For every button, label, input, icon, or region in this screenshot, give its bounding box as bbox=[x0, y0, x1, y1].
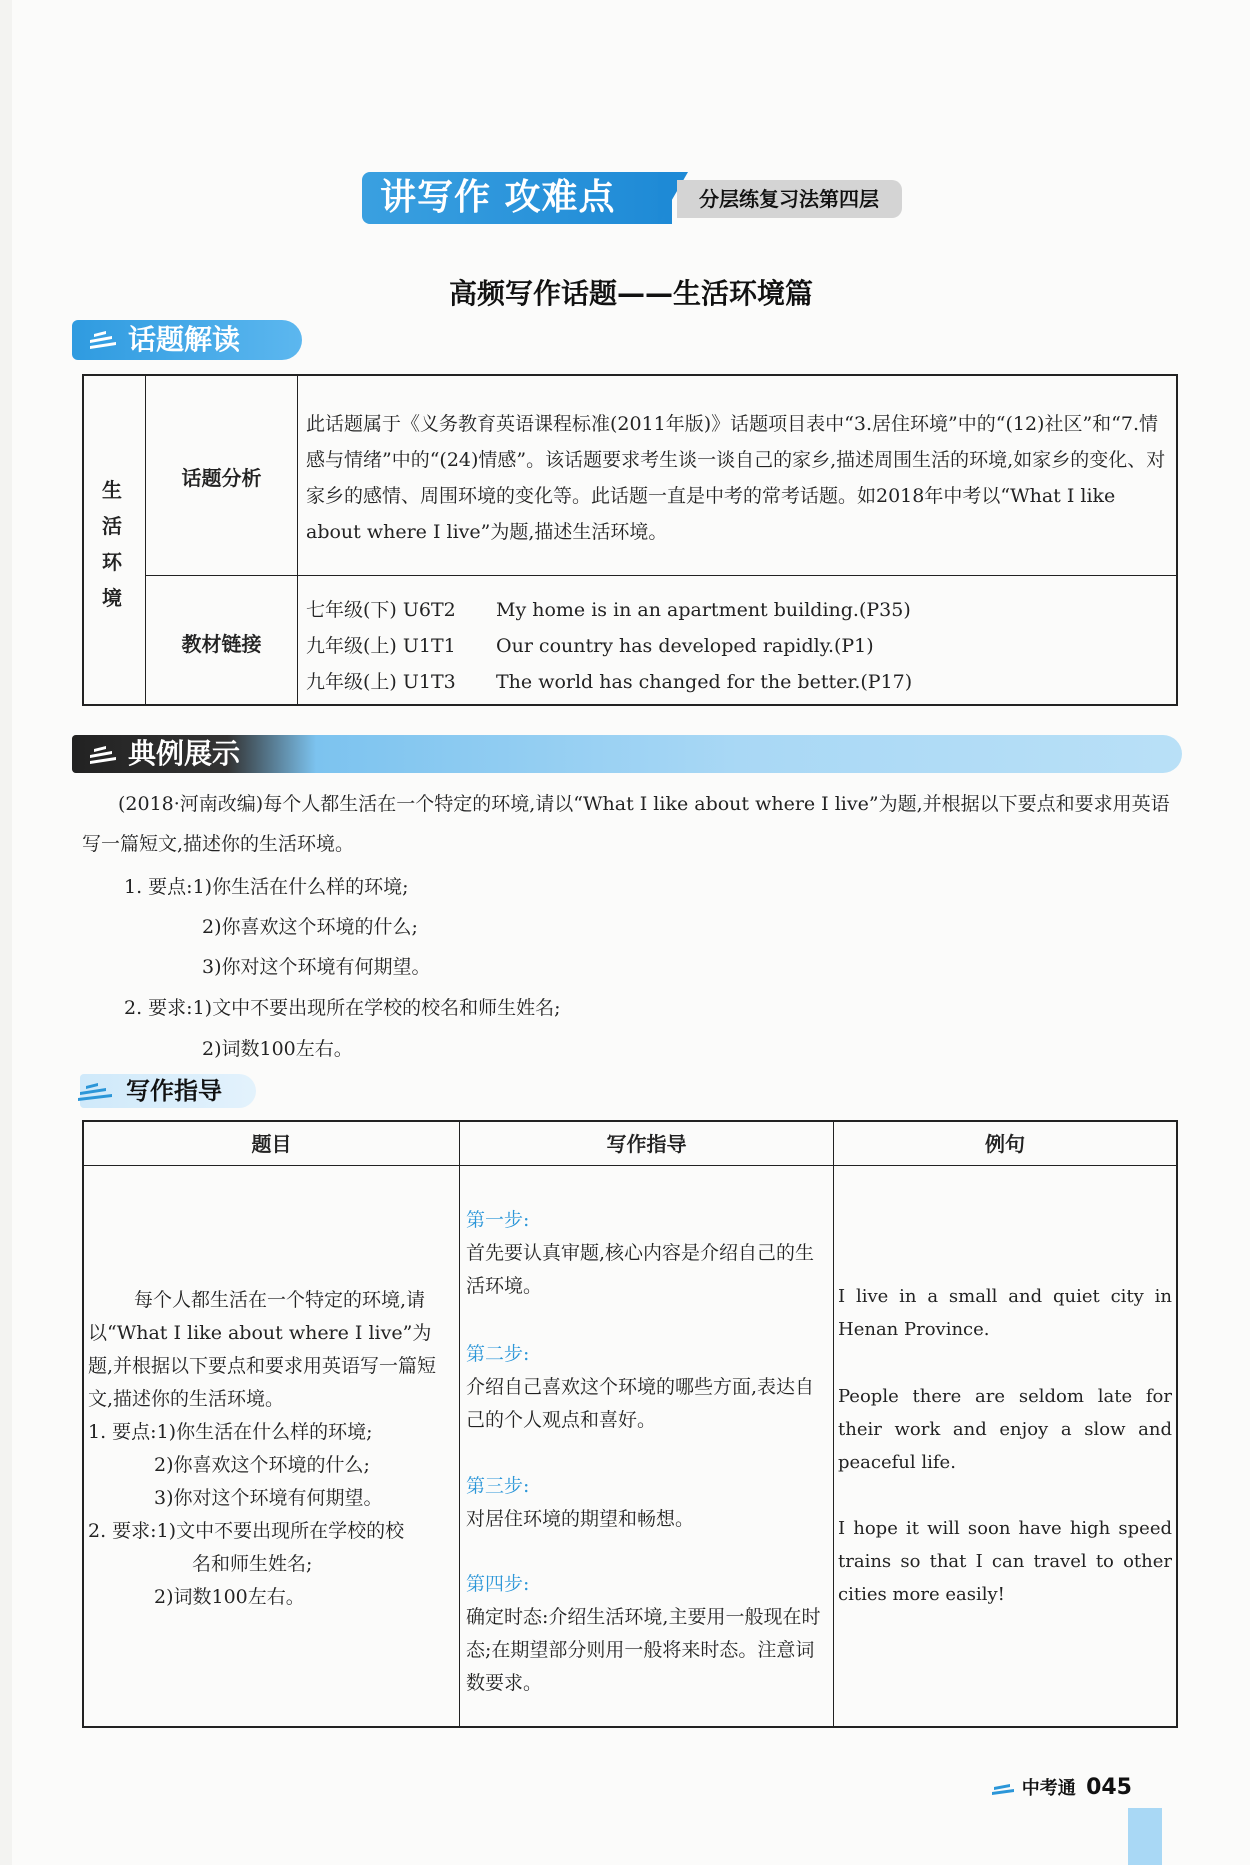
example-sentence: People there are seldom late for their work and enjoy a slow and peaceful life. bbox=[838, 1386, 1172, 1473]
link-text: My home is in an apartment building.(P35) bbox=[496, 599, 911, 621]
links-cell bbox=[298, 576, 1176, 706]
link-grade: 七年级(下) U6T2 bbox=[306, 599, 456, 621]
link-grade: 九年级(上) U1T1 bbox=[306, 635, 456, 657]
step-text: 对居住环境的期望和畅想。 bbox=[466, 1508, 695, 1530]
link-text: The world has changed for the better.(P17) bbox=[496, 671, 913, 693]
topic-line: 3)你对这个环境有何期望。 bbox=[154, 1487, 383, 1509]
step-label: 第一步: bbox=[466, 1209, 530, 1231]
example-point: 2)词数100左右。 bbox=[202, 1038, 353, 1060]
example-sentence: I live in a small and quiet city in Henan Province. bbox=[838, 1286, 1172, 1340]
step-text: 首先要认真审题,核心内容是介绍自己的生活环境。 bbox=[466, 1242, 815, 1297]
column-header: 例句 bbox=[834, 1122, 1176, 1166]
example-cell bbox=[834, 1166, 1176, 1726]
analysis-head-cell bbox=[146, 376, 298, 576]
topic-intro: 每个人都生活在一个特定的环境,请以“What I like about where I live”为题,并根据以下要点和要求用英语写一篇短文,描述你的生活环境。 bbox=[88, 1289, 437, 1410]
stack-icon bbox=[86, 328, 120, 352]
side-char: 环 bbox=[102, 550, 122, 574]
page-title: 高频写作话题——生活环境篇 bbox=[448, 277, 813, 310]
column-header: 写作指导 bbox=[460, 1122, 834, 1166]
guide-step bbox=[466, 1568, 827, 1700]
topic-line: 2. 要求:1)文中不要出现所在学校的校 bbox=[88, 1520, 405, 1542]
textbook-link bbox=[306, 628, 1172, 664]
column-header: 题目 bbox=[84, 1122, 460, 1166]
brand-name: 中考通 bbox=[1021, 1778, 1076, 1799]
guide-step bbox=[466, 1204, 827, 1303]
chapter-banner bbox=[362, 172, 902, 224]
page-footer bbox=[990, 1774, 1133, 1800]
brand-icon bbox=[990, 1780, 1016, 1796]
example-sentence: I hope it will soon have high speed trains so that I can travel to other cities more easily! bbox=[838, 1518, 1172, 1605]
page bbox=[12, 0, 1250, 1865]
side-char: 活 bbox=[102, 514, 122, 538]
step-label: 第四步: bbox=[466, 1573, 530, 1595]
banner-subtitle: 分层练复习法第四层 bbox=[677, 180, 902, 218]
section-topic-label bbox=[72, 320, 302, 360]
topic-line: 2)词数100左右。 bbox=[154, 1586, 305, 1608]
links-head-cell bbox=[146, 576, 298, 706]
topic-cell bbox=[84, 1166, 460, 1726]
guide-step bbox=[466, 1470, 827, 1536]
step-text: 确定时态:介绍生活环境,主要用一般现在时态;在期望部分则用一般将来时态。注意词数要求。 bbox=[466, 1606, 821, 1694]
topic-line: 1. 要点:1)你生活在什么样的环境; bbox=[88, 1421, 373, 1443]
guide-cell bbox=[460, 1166, 834, 1726]
example-point: 2)你喜欢这个环境的什么; bbox=[202, 916, 418, 938]
side-char: 境 bbox=[102, 586, 122, 610]
writing-guide-table bbox=[82, 1120, 1178, 1728]
banner-main-title: 讲写作 攻难点 bbox=[362, 172, 672, 224]
step-label: 第三步: bbox=[466, 1475, 530, 1497]
writing-guide-text: 写作指导 bbox=[126, 1077, 222, 1105]
stack-icon bbox=[76, 1080, 116, 1104]
writing-guide-label bbox=[80, 1074, 256, 1108]
section-topic-text: 话题解读 bbox=[128, 323, 241, 356]
example-intro: (2018·河南改编)每个人都生活在一个特定的环境,请以“What I like about where I live”为题,并根据以下要点和要求用英语写一篇短文,描述你的生活环境。 bbox=[82, 793, 1170, 855]
side-char: 生 bbox=[102, 478, 122, 502]
example-point: 3)你对这个环境有何期望。 bbox=[202, 956, 431, 978]
step-label: 第二步: bbox=[466, 1343, 530, 1365]
topic-line: 2)你喜欢这个环境的什么; bbox=[154, 1454, 370, 1476]
link-text: Our country has developed rapidly.(P1) bbox=[496, 635, 874, 657]
footer-accent-bar bbox=[1128, 1808, 1162, 1865]
side-label-cell bbox=[84, 376, 146, 704]
analysis-head: 话题分析 bbox=[181, 466, 262, 490]
example-point: 1. 要点:1)你生活在什么样的环境; bbox=[124, 876, 409, 898]
link-grade: 九年级(上) U1T3 bbox=[306, 671, 456, 693]
guide-step bbox=[466, 1338, 827, 1437]
textbook-link bbox=[306, 592, 1172, 628]
section-example-label bbox=[72, 735, 1182, 773]
topic-table bbox=[82, 374, 1178, 706]
analysis-text: 此话题属于《义务教育英语课程标准(2011年版)》话题项目表中“3.居住环境”中的“(12)社区”和“7.情感与情绪”中的“(24)情感”。该话题要求考生谈一谈自己的家乡,描述周围生活的环境,如家乡的变化、对家乡的感情、周围环境的变化等。此话题一直是中考的常考话题。如2018年中考以“What I like about where I live”为题,描述生活环境。 bbox=[298, 376, 1176, 576]
links-head: 教材链接 bbox=[181, 632, 262, 656]
textbook-link bbox=[306, 664, 1172, 700]
stack-icon bbox=[86, 743, 120, 767]
page-number: 045 bbox=[1086, 1775, 1132, 1800]
topic-line: 名和师生姓名; bbox=[192, 1553, 313, 1575]
section-example-text: 典例展示 bbox=[128, 737, 241, 770]
example-point: 2. 要求:1)文中不要出现所在学校的校名和师生姓名; bbox=[124, 997, 561, 1019]
step-text: 介绍自己喜欢这个环境的哪些方面,表达自己的个人观点和喜好。 bbox=[466, 1376, 815, 1431]
